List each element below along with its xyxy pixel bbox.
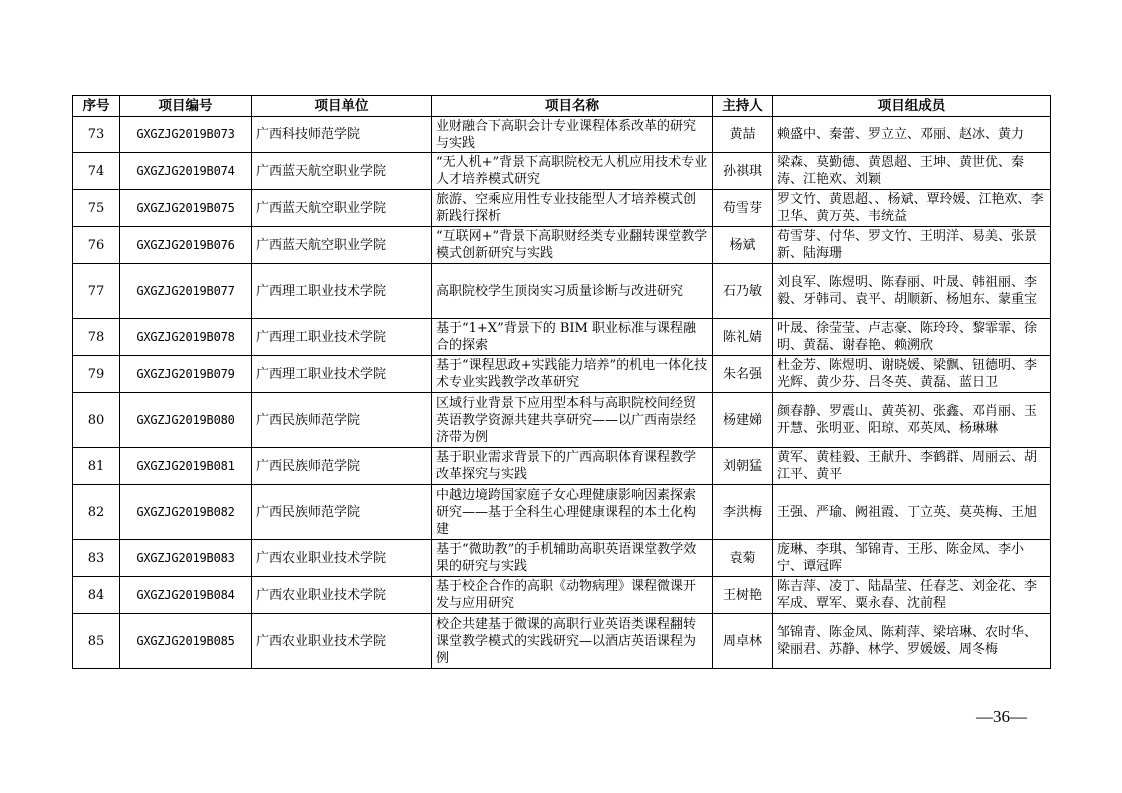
table-row [73,485,1051,540]
cell-unit: 广西蓝天航空职业学院 [252,227,432,264]
cell-members: 陈吉萍、凌丁、陆晶莹、任春芝、刘金花、李军成、覃军、粟永春、沈前程 [773,577,1051,614]
cell-name: 高职院校学生顶岗实习质量诊断与改进研究 [432,264,713,319]
table-row [73,117,1051,153]
cell-no: 79 [73,356,120,393]
cell-no: 83 [73,540,120,577]
cell-host: 朱名强 [713,356,773,393]
table-row [73,448,1051,485]
page-number: —36— [976,707,1027,726]
cell-unit: 广西理工职业技术学院 [252,356,432,393]
cell-members: 王强、严瑜、阙祖霞、丁立英、莫英梅、王旭 [773,485,1051,540]
cell-no: 81 [73,448,120,485]
cell-code: GXGZJG2019B079 [120,356,252,393]
cell-host: 石乃敏 [713,264,773,319]
table-row [73,227,1051,264]
cell-unit: 广西蓝天航空职业学院 [252,153,432,190]
cell-code: GXGZJG2019B077 [120,264,252,319]
cell-host: 杨斌 [713,227,773,264]
cell-name: 旅游、空乘应用性专业技能型人才培养模式创新践行探析 [432,190,713,227]
cell-members: 梁森、莫勤德、黄恩超、王坤、黄世优、秦涛、江艳欢、刘颖 [773,153,1051,190]
cell-members: 颜春静、罗震山、黄英初、张鑫、邓肖丽、玉开慧、张明亚、阳琼、邓英凤、杨琳琳 [773,393,1051,448]
cell-code: GXGZJG2019B073 [120,117,252,153]
cell-host: 陈礼婧 [713,319,773,356]
cell-members: 苟雪芽、付华、罗文竹、王明洋、易美、张景新、陆海珊 [773,227,1051,264]
cell-members: 黄军、黄桂毅、王献升、李鹤群、周丽云、胡江平、黄平 [773,448,1051,485]
cell-members: 庞琳、李琪、邹锦青、王彤、陈金凤、李小宁、谭冠晖 [773,540,1051,577]
cell-no: 76 [73,227,120,264]
cell-host: 周卓林 [713,614,773,669]
cell-unit: 广西农业职业技术学院 [252,577,432,614]
cell-host: 李洪梅 [713,485,773,540]
cell-unit: 广西民族师范学院 [252,448,432,485]
cell-members: 罗文竹、黄恩超、、杨斌、覃玲媛、江艳欢、李卫华、黄万英、韦统益 [773,190,1051,227]
cell-name: 区域行业背景下应用型本科与高职院校间经贸英语教学资源共建共享研究——以广西南崇经济带为例 [432,393,713,448]
table-row [73,577,1051,614]
cell-no: 74 [73,153,120,190]
cell-name: 基于“微助教”的手机辅助高职英语课堂教学效果的研究与实践 [432,540,713,577]
table-row [73,614,1051,669]
cell-no: 82 [73,485,120,540]
cell-host: 黄喆 [713,117,773,153]
cell-members: 杜金芳、陈煜明、谢晓媛、梁飘、钮德明、李光辉、黄少芬、吕冬英、黄磊、蓝日卫 [773,356,1051,393]
table-row [73,319,1051,356]
cell-no: 73 [73,117,120,153]
header-unit: 项目单位 [252,96,432,117]
cell-name: 业财融合下高职会计专业课程体系改革的研究与实践 [432,117,713,153]
cell-members: 叶晟、徐莹莹、卢志豪、陈玲玲、黎霏霏、徐明、黄磊、谢春艳、赖溯欣 [773,319,1051,356]
projects-table [72,95,1051,669]
table-row [73,393,1051,448]
cell-code: GXGZJG2019B084 [120,577,252,614]
cell-host: 袁菊 [713,540,773,577]
cell-unit: 广西民族师范学院 [252,393,432,448]
cell-host: 孙祺琪 [713,153,773,190]
table-row [73,190,1051,227]
table-row [73,356,1051,393]
header-host: 主持人 [713,96,773,117]
cell-code: GXGZJG2019B080 [120,393,252,448]
cell-unit: 广西农业职业技术学院 [252,614,432,669]
cell-code: GXGZJG2019B074 [120,153,252,190]
cell-host: 王树艳 [713,577,773,614]
cell-name: “互联网+”背景下高职财经类专业翻转课堂教学模式创新研究与实践 [432,227,713,264]
cell-name: 基于职业需求背景下的广西高职体育课程教学改革探究与实践 [432,448,713,485]
cell-unit: 广西民族师范学院 [252,485,432,540]
cell-no: 78 [73,319,120,356]
cell-name: 中越边境跨国家庭子女心理健康影响因素探索研究——基于全科生心理健康课程的本土化构建 [432,485,713,540]
cell-code: GXGZJG2019B075 [120,190,252,227]
cell-unit: 广西理工职业技术学院 [252,264,432,319]
table-row [73,153,1051,190]
cell-members: 刘良军、陈煜明、陈春丽、叶晟、韩祖丽、李毅、牙韩司、袁平、胡顺新、杨旭东、蒙重宝 [773,264,1051,319]
cell-code: GXGZJG2019B083 [120,540,252,577]
cell-code: GXGZJG2019B081 [120,448,252,485]
cell-code: GXGZJG2019B078 [120,319,252,356]
cell-host: 杨建娣 [713,393,773,448]
cell-no: 85 [73,614,120,669]
cell-members: 邹锦青、陈金凤、陈莉萍、梁培琳、农时华、梁丽君、苏静、林学、罗媛媛、周冬梅 [773,614,1051,669]
header-name: 项目名称 [432,96,713,117]
cell-name: 校企共建基于微课的高职行业英语类课程翻转课堂教学模式的实践研究—以酒店英语课程为例 [432,614,713,669]
cell-host: 刘朝猛 [713,448,773,485]
cell-code: GXGZJG2019B085 [120,614,252,669]
cell-members: 赖盛中、秦蕾、罗立立、邓丽、赵冰、黄力 [773,117,1051,153]
cell-unit: 广西农业职业技术学院 [252,540,432,577]
table-header-row [73,96,1051,117]
header-code: 项目编号 [120,96,252,117]
cell-no: 75 [73,190,120,227]
cell-unit: 广西理工职业技术学院 [252,319,432,356]
cell-unit: 广西科技师范学院 [252,117,432,153]
cell-name: 基于“课程思政+实践能力培养”的机电一体化技术专业实践教学改革研究 [432,356,713,393]
header-members: 项目组成员 [773,96,1051,117]
cell-no: 80 [73,393,120,448]
cell-no: 84 [73,577,120,614]
cell-no: 77 [73,264,120,319]
table-row [73,540,1051,577]
header-no: 序号 [73,96,120,117]
cell-name: “无人机+”背景下高职院校无人机应用技术专业人才培养模式研究 [432,153,713,190]
cell-name: 基于校企合作的高职《动物病理》课程微课开发与应用研究 [432,577,713,614]
table-row [73,264,1051,319]
cell-code: GXGZJG2019B082 [120,485,252,540]
cell-host: 苟雪芽 [713,190,773,227]
cell-name: 基于“1+X”背景下的 BIM 职业标准与课程融合的探索 [432,319,713,356]
cell-code: GXGZJG2019B076 [120,227,252,264]
cell-unit: 广西蓝天航空职业学院 [252,190,432,227]
